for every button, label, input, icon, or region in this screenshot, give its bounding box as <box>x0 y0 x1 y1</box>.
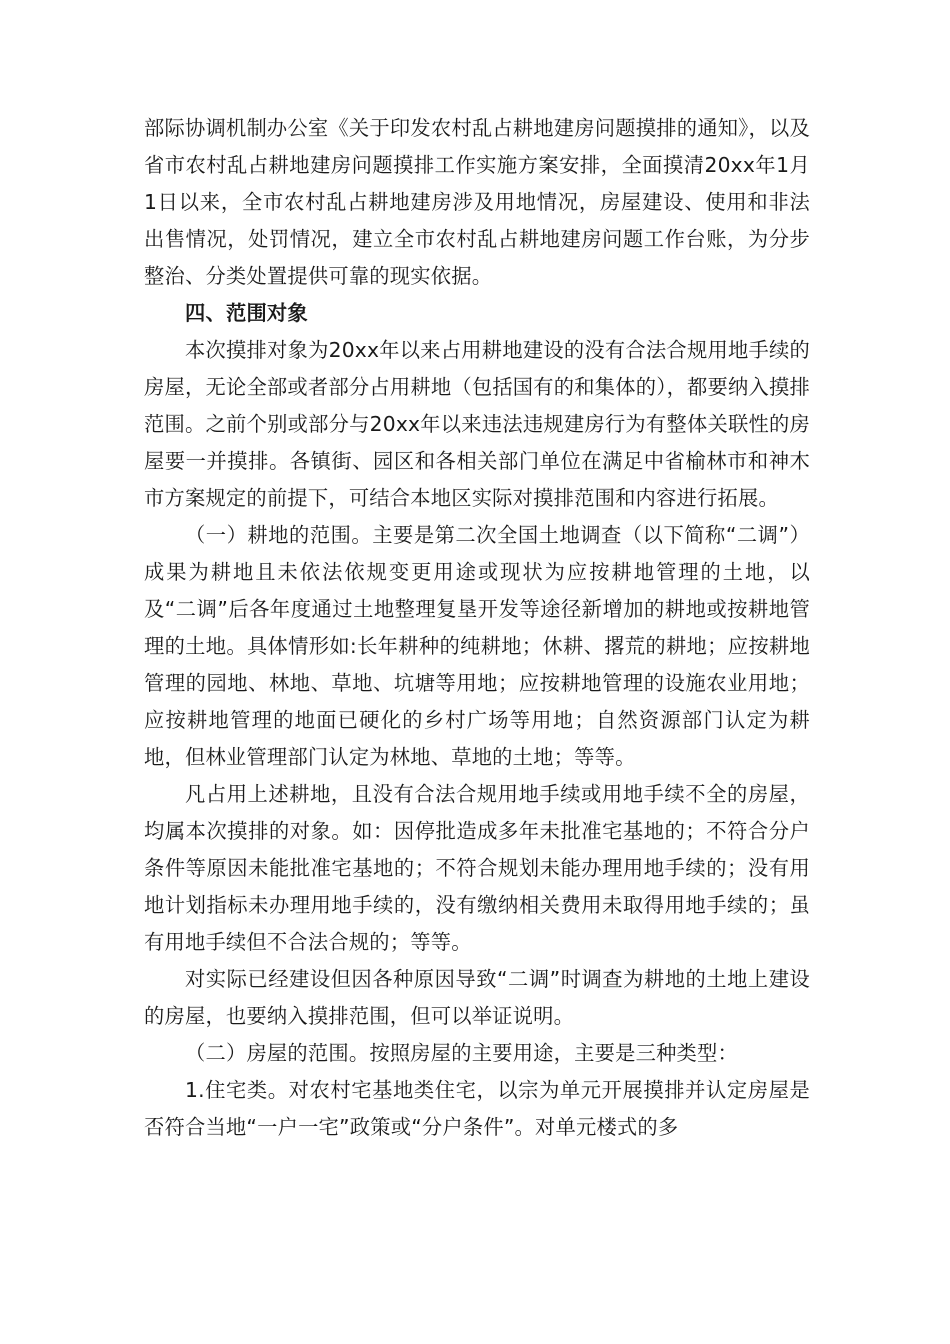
paragraph-house-scope: （二）房屋的范围。按照房屋的主要用途，主要是三种类型： <box>185 1041 738 1065</box>
paragraph-intro: 部际协调机制办公室《关于印发农村乱占耕地建房问题摸排的通知》，以及省市农村乱占耕地建房问题摸排工作实施方案安排，全面摸清20xx年1月1日以来，全市农村乱占耕地建房涉及用地情况，房屋建设、使用和非法出售情况，处罚情况，建立全市农村乱占耕地建房问题工作台账，为分步整治、分类处置提供可靠的现实依据。 <box>144 116 810 288</box>
document-page <box>144 110 810 1146</box>
paragraph-occupied-farmland: 凡占用上述耕地，且没有合法合规用地手续或用地手续不全的房屋，均属本次摸排的对象。如：因停批造成多年未批准宅基地的；不符合分户条件等原因未能批准宅基地的；不符合规划未能办理用地手续的；没有用地计划指标未办理用地手续的，没有缴纳相关费用未取得用地手续的；虽有用地手续但不合法合规的；等等。 <box>144 782 810 954</box>
paragraph-existing-buildings: 对实际已经建设但因各种原因导致“二调”时调查为耕地的土地上建设的房屋，也要纳入摸排范围，但可以举证说明。 <box>144 967 810 1028</box>
section-heading-scope: 四、范围对象 <box>185 301 308 325</box>
paragraph-residential: 1.住宅类。对农村宅基地类住宅，以宗为单元开展摸排并认定房屋是否符合当地“一户一宅”政策或“分户条件”。对单元楼式的多 <box>144 1078 810 1139</box>
paragraph-farmland-scope: （一）耕地的范围。主要是第二次全国土地调查（以下简称“二调”）成果为耕地且未依法依规变更用途或现状为应按耕地管理的土地，以及“二调”后各年度通过土地整理复垦开发等途径新增加的耕地或按耕地管理的土地。具体情形如:长年耕种的纯耕地；休耕、撂荒的耕地；应按耕地管理的园地、林地、草地、坑塘等用地；应按耕地管理的设施农业用地；应按耕地管理的地面已硬化的乡村广场等用地；自然资源部门认定为耕地，但林业管理部门认定为林地、草地的土地；等等。 <box>144 523 810 769</box>
paragraph-scope-object: 本次摸排对象为20xx年以来占用耕地建设的没有合法合规用地手续的房屋，无论全部或者部分占用耕地（包括国有的和集体的），都要纳入摸排范围。之前个别或部分与20xx年以来违法违规建房行为有整体关联性的房屋要一并摸排。各镇街、园区和各相关部门单位在满足中省榆林市和神木市方案规定的前提下，可结合本地区实际对摸排范围和内容进行拓展。 <box>144 338 810 510</box>
